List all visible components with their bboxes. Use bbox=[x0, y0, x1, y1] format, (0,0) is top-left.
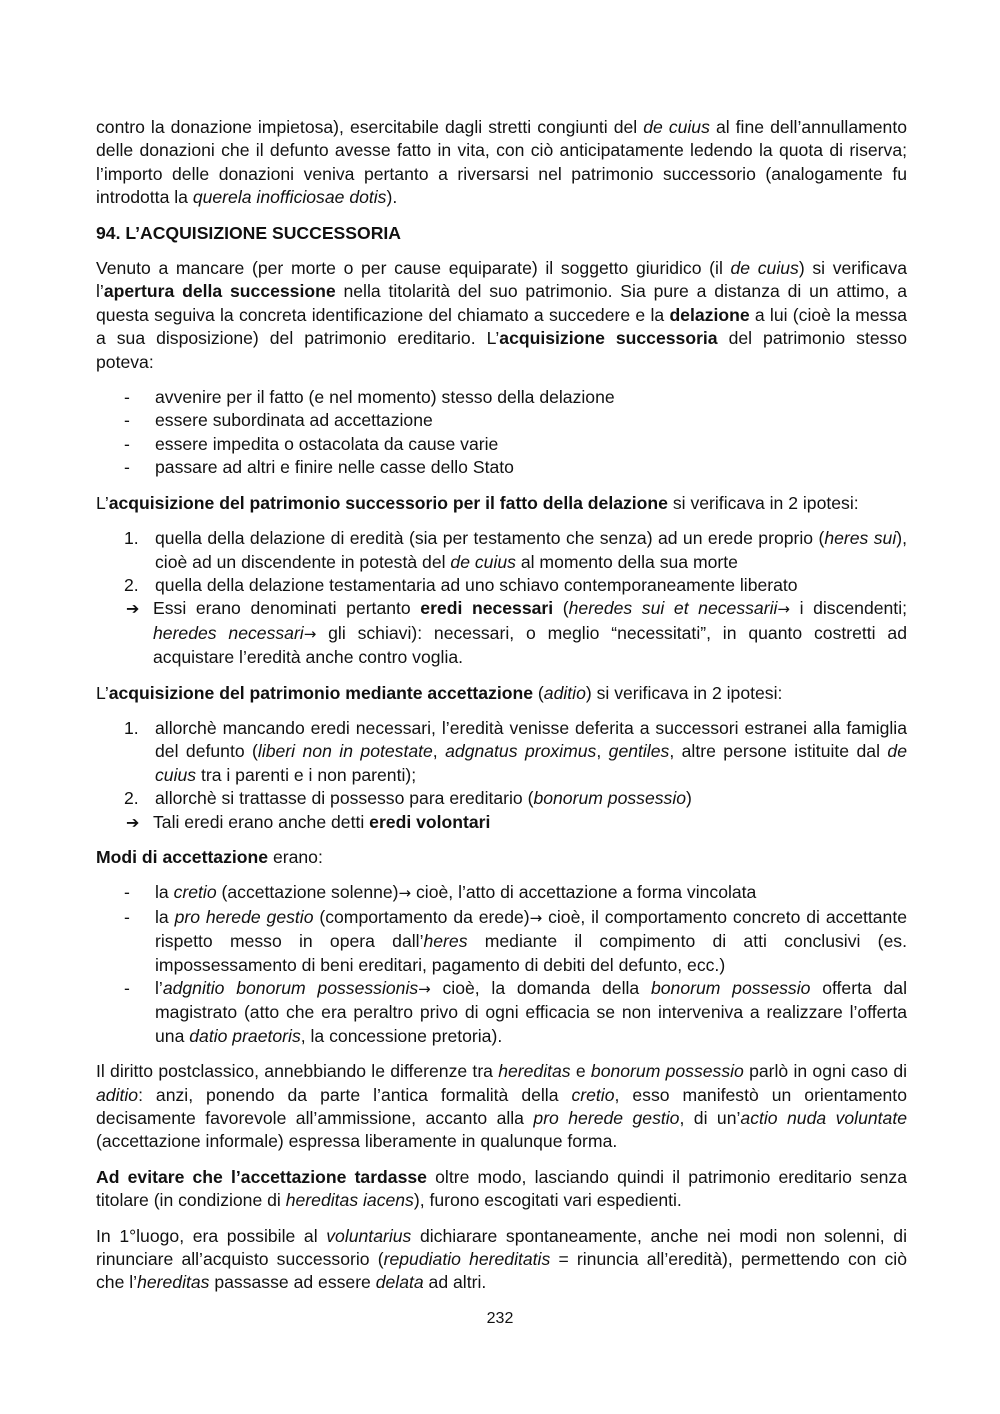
arrow-right-icon: → bbox=[303, 624, 317, 643]
list-item: 2. allorchè si trattasse di possesso para ereditario (bonorum possessio) bbox=[124, 788, 692, 809]
page-body bbox=[96, 116, 907, 1307]
list-item: - passare ad altri e finire nelle casse dello Stato bbox=[124, 457, 514, 478]
list-ipotesi-accettazione bbox=[96, 717, 907, 834]
list-item: - essere subordinata ad accettazione bbox=[124, 410, 433, 431]
list-item: - l’adgnitio bonorum possessionis→ cioè, la domanda della bonorum possessio offerta dal magistrato (atto che era peraltro privo di ogni efficacia se non interveniva a realizzare l’offerta una datio praetoris, la concessione pretoria). bbox=[124, 978, 907, 1046]
list-acquisizione-modi bbox=[96, 386, 907, 480]
list-item: - la cretio (accettazione solenne)→ cioè, l’atto di accettazione a forma vincolata bbox=[124, 882, 757, 903]
list-item: ➔ Tali eredi erano anche detti eredi volontari bbox=[96, 811, 907, 834]
list-item: 1. allorchè mancando eredi necessari, l’eredità venisse deferita a successori estranei alla famiglia del defunto (liberi non in potestate, adgnatus proximus, gentiles, altre persone istituite dal de cuius tra i parenti e i non parenti); bbox=[124, 717, 907, 785]
arrow-right-icon: → bbox=[398, 884, 412, 903]
paragraph-apertura-successione: Venuto a mancare (per morte o per cause equiparate) il soggetto giuridico (il de cuius) si verificava l’apertura della successione nella titolarità del suo patrimonio. Sia pure a distanza di un attimo, a questa seguiva la concreta identificazione del chiamato a succedere e la delazione a lui (cioè la messa a sua disposizione) del patrimonio ereditario. L’acquisizione successoria del patrimonio stesso poteva: bbox=[96, 258, 908, 372]
list-item: ➔ Essi erano denominati pertanto eredi necessari (heredes sui et necessarii→ i discendenti; heredes necessari→ gli schiavi): necessari, o meglio “necessitati”, in quanto costretti ad acquistare l’eredità anche contro voglia. bbox=[126, 598, 907, 668]
list-modi-accettazione bbox=[96, 881, 907, 1048]
arrow-right-icon: ➔ bbox=[126, 599, 140, 619]
list-item: - avvenire per il fatto (e nel momento) stesso della delazione bbox=[124, 387, 615, 408]
arrow-right-icon: → bbox=[418, 980, 431, 998]
section-heading: 94. L’ACQUISIZIONE SUCCESSORIA bbox=[96, 222, 402, 243]
page-number: 232 bbox=[486, 1310, 514, 1327]
list-ipotesi-delazione bbox=[96, 527, 907, 669]
paragraph-donazione: contro la donazione impietosa), esercitabile dagli stretti congiunti del de cuius al fine dell’annullamento delle donazioni che il defunto avesse fatto in vita, con ciò anticipatamente ledendo la quota di riserva; l’importo delle donazioni veniva pertanto a riversarsi nel patrimonio successorio (analogamente fu introdotta la querela inofficiosae dotis). bbox=[96, 117, 907, 208]
arrow-right-icon: → bbox=[529, 908, 543, 927]
list-item: - la pro herede gestio (comportamento da erede)→ cioè, il comportamento concreto di accettante rispetto messo in opera dall’heres mediante il compimento di atti conclusivi (es. impossessamento di beni ereditari, pagamento di debiti del defunto, ecc.) bbox=[124, 906, 908, 975]
list-item: 2. quella della delazione testamentaria ad uno schiavo contemporaneamente liberato bbox=[124, 574, 798, 595]
paragraph-diritto-postclassico: Il diritto postclassico, annebbiando le differenze tra hereditas e bonorum possessio parlò in ogni caso di aditio: anzi, ponendo da parte l’antica formalità della cretio, esso manifestò un orientamento decisamente favorevole all’ammissione, accanto alla pro herede gestio, di un’actio nuda voluntate (accettazione informale) espressa liberamente in qualunque forma. bbox=[96, 1061, 908, 1152]
paragraph-accettazione-tardiva: Ad evitare che l’accettazione tardasse oltre modo, lasciando quindi il patrimonio ereditario senza titolare (in condizione di hereditas iacens), furono escogitati vari espedienti. bbox=[96, 1166, 907, 1211]
paragraph-rinuncia: In 1°luogo, era possibile al voluntarius dichiarare spontaneamente, anche nei modi non solenni, di rinunciare all’acquisto successorio (repudiatio hereditatis = rinuncia all’eredità), permettendo con ciò che l’hereditas passasse ad essere delata ad altri. bbox=[96, 1225, 907, 1293]
paragraph-modi-accettazione: Modi di accettazione erano: bbox=[96, 846, 323, 867]
arrow-right-icon: → bbox=[777, 600, 790, 619]
paragraph-acquisizione-accettazione: L’acquisizione del patrimonio mediante accettazione (aditio) si verificava in 2 ipotesi: bbox=[96, 682, 783, 703]
paragraph-acquisizione-delazione: L’acquisizione del patrimonio successorio per il fatto della delazione si verificava in 2 ipotesi: bbox=[96, 492, 859, 513]
list-item: - essere impedita o ostacolata da cause varie bbox=[124, 433, 499, 454]
arrow-right-icon: ➔ bbox=[126, 812, 140, 832]
list-item: 1. quella della delazione di eredità (sia per testamento che senza) ad un erede proprio (heres sui), cioè ad un discendente in potestà del de cuius al momento della sua morte bbox=[124, 528, 907, 572]
